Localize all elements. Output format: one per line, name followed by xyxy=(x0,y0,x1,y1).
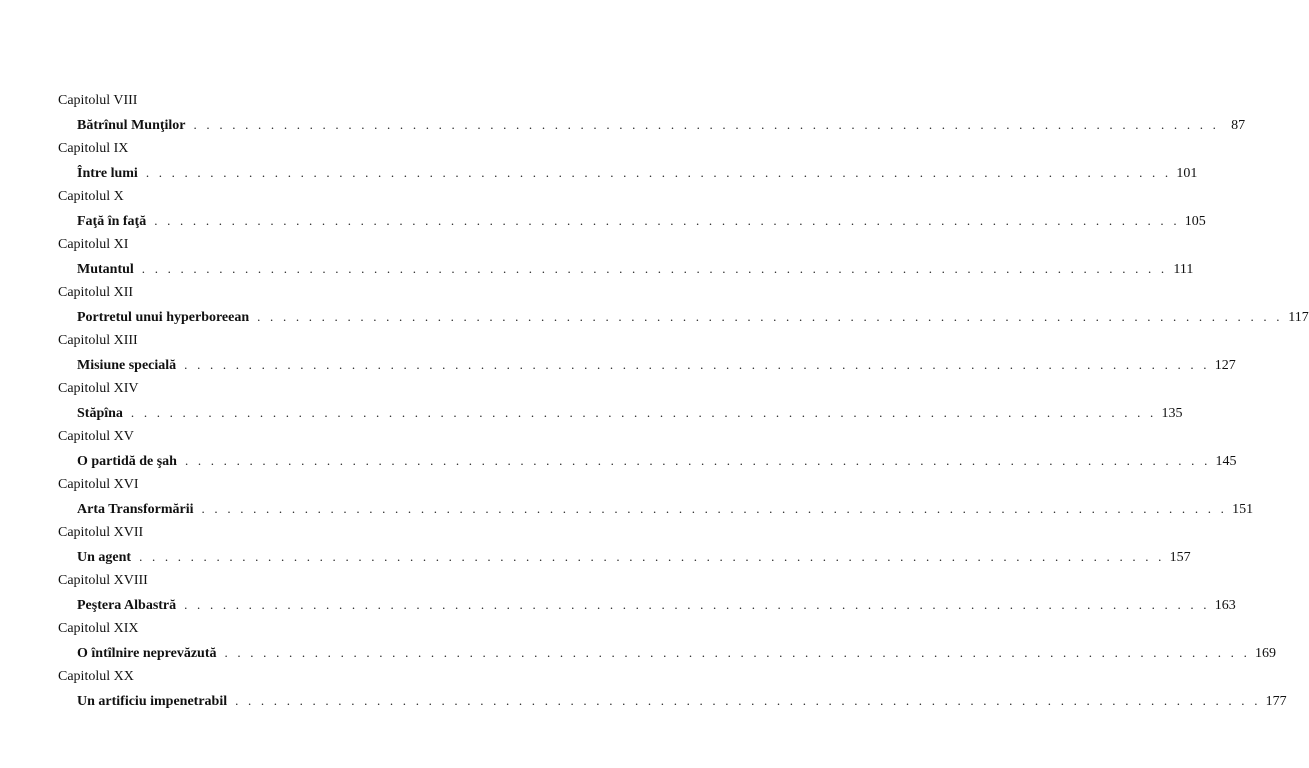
chapter-title: Mutantul xyxy=(77,262,134,277)
chapter-label: Capitolul XV xyxy=(58,429,134,444)
chapter-title-row xyxy=(77,113,1246,137)
page-number: 145 xyxy=(1215,454,1237,469)
chapter-title-row xyxy=(77,209,1206,233)
page-number: 151 xyxy=(1232,502,1254,517)
dot-leader: . . . . . . . . . . . . . . . . . . . . . . . . . . . . . . . . . . . . . . . . . . . . . . . . . . . . . . . . . . . . . . . . . . . . . . . . . . . . . . . . xyxy=(184,357,1210,372)
toc-entry xyxy=(58,137,1198,185)
chapter-title-row xyxy=(77,353,1236,377)
page-number: 87 xyxy=(1231,118,1246,133)
chapter-title-row xyxy=(77,545,1191,569)
chapter-title-row xyxy=(77,641,1277,665)
toc-entry xyxy=(58,665,1287,713)
chapter-title-row xyxy=(77,401,1183,425)
page-number: 177 xyxy=(1265,694,1287,709)
dot-leader: . . . . . . . . . . . . . . . . . . . . . . . . . . . . . . . . . . . . . . . . . . . . . . . . . . . . . . . . . . . . . . . . . . . . . . . . . . . . . . . . xyxy=(154,213,1180,228)
toc-entry xyxy=(58,329,1236,377)
toc-entry xyxy=(58,89,1246,137)
chapter-title: Un agent xyxy=(77,550,132,565)
table-of-contents xyxy=(58,89,1309,713)
chapter-title: Bătrînul Munţilor xyxy=(77,118,186,133)
page-number: 135 xyxy=(1161,406,1183,421)
page-number: 105 xyxy=(1184,214,1206,229)
toc-entry xyxy=(58,425,1237,473)
chapter-title-row xyxy=(77,257,1194,281)
chapter-title: Stăpîna xyxy=(77,406,123,421)
chapter-label: Capitolul X xyxy=(58,189,124,204)
toc-entry xyxy=(58,473,1254,521)
dot-leader: . . . . . . . . . . . . . . . . . . . . . . . . . . . . . . . . . . . . . . . . . . . . . . . . . . . . . . . . . . . . . . . . . . . . . . . . . . . . . . . . xyxy=(145,165,1172,180)
chapter-title-row xyxy=(77,449,1237,473)
dot-leader: . . . . . . . . . . . . . . . . . . . . . . . . . . . . . . . . . . . . . . . . . . . . . . . . . . . . . . . . . . . . . . . . . . . . . . . . . . . . . . . . xyxy=(184,597,1210,612)
chapter-label: Capitolul XVIII xyxy=(58,573,148,588)
chapter-title: Faţă în faţă xyxy=(77,214,147,229)
dot-leader: . . . . . . . . . . . . . . . . . . . . . . . . . . . . . . . . . . . . . . . . . . . . . . . . . . . . . . . . . . . . . . . . . . . . . . . . . . . . . . . . xyxy=(139,549,1165,564)
chapter-label: Capitolul IX xyxy=(58,141,129,156)
dot-leader: . . . . . . . . . . . . . . . . . . . . . . . . . . . . . . . . . . . . . . . . . . . . . . . . . . . . . . . . . . . . . . . . . . . . . . . . . . . . . . . . xyxy=(257,309,1283,324)
page-number: 163 xyxy=(1214,598,1236,613)
dot-leader: . . . . . . . . . . . . . . . . . . . . . . . . . . . . . . . . . . . . . . . . . . . . . . . . . . . . . . . . . . . . . . . . . . . . . . . . . . . . . . . . xyxy=(141,261,1168,276)
chapter-title: O întîlnire neprevăzută xyxy=(77,646,217,661)
dot-leader: . . . . . . . . . . . . . . . . . . . . . . . . . . . . . . . . . . . . . . . . . . . . . . . . . . . . . . . . . . . . . . . . . . . . . . . . . . . . . . . . xyxy=(184,453,1211,468)
chapter-title: Peştera Albastră xyxy=(77,598,177,613)
toc-entry xyxy=(58,233,1194,281)
dot-leader: . . . . . . . . . . . . . . . . . . . . . . . . . . . . . . . . . . . . . . . . . . . . . . . . . . . . . . . . . . . . . . . . . . . . . . . . . . . . . . . . xyxy=(224,645,1251,660)
page-number: 169 xyxy=(1255,646,1277,661)
chapter-label: Capitolul XIV xyxy=(58,381,139,396)
chapter-title-row xyxy=(77,161,1198,185)
chapter-label: Capitolul XVI xyxy=(58,477,139,492)
toc-entry xyxy=(58,569,1236,617)
chapter-title-row xyxy=(77,497,1254,521)
chapter-title: Un artificiu impenetrabil xyxy=(77,694,228,709)
page-number: 111 xyxy=(1173,262,1194,277)
chapter-title-row xyxy=(77,689,1287,713)
chapter-label: Capitolul XVII xyxy=(58,525,144,540)
page-number: 157 xyxy=(1169,550,1191,565)
chapter-label: Capitolul XI xyxy=(58,237,129,252)
dot-leader: . . . . . . . . . . . . . . . . . . . . . . . . . . . . . . . . . . . . . . . . . . . . . . . . . . . . . . . . . . . . . . . . . . . . . . . . . . . . . . . . xyxy=(235,693,1261,708)
chapter-title: O partidă de şah xyxy=(77,454,177,469)
chapter-title: Între lumi xyxy=(77,166,138,181)
chapter-label: Capitolul XIII xyxy=(58,333,138,348)
dot-leader: . . . . . . . . . . . . . . . . . . . . . . . . . . . . . . . . . . . . . . . . . . . . . . . . . . . . . . . . . . . . . . . . . . . . . . . . . . . . . . . . xyxy=(130,405,1157,420)
toc-entry xyxy=(58,185,1206,233)
chapter-title-row xyxy=(77,305,1309,329)
chapter-label: Capitolul VIII xyxy=(58,93,138,108)
toc-entry xyxy=(58,377,1183,425)
toc-entry xyxy=(58,521,1191,569)
dot-leader: . . . . . . . . . . . . . . . . . . . . . . . . . . . . . . . . . . . . . . . . . . . . . . . . . . . . . . . . . . . . . . . . . . . . . . . . . . . . . . . . xyxy=(193,117,1220,132)
dot-leader: . . . . . . . . . . . . . . . . . . . . . . . . . . . . . . . . . . . . . . . . . . . . . . . . . . . . . . . . . . . . . . . . . . . . . . . . . . . . . . . . xyxy=(201,501,1228,516)
chapter-label: Capitolul XX xyxy=(58,669,134,684)
toc-entry xyxy=(58,281,1309,329)
page-number: 101 xyxy=(1176,166,1198,181)
chapter-title: Misiune specială xyxy=(77,358,177,373)
page-number: 117 xyxy=(1288,310,1309,325)
chapter-label: Capitolul XIX xyxy=(58,621,139,636)
chapter-title: Portretul unui hyperboreean xyxy=(77,310,250,325)
chapter-title-row xyxy=(77,593,1236,617)
chapter-title: Arta Transformării xyxy=(77,502,194,517)
toc-entry xyxy=(58,617,1277,665)
chapter-label: Capitolul XII xyxy=(58,285,134,300)
page-number: 127 xyxy=(1214,358,1236,373)
